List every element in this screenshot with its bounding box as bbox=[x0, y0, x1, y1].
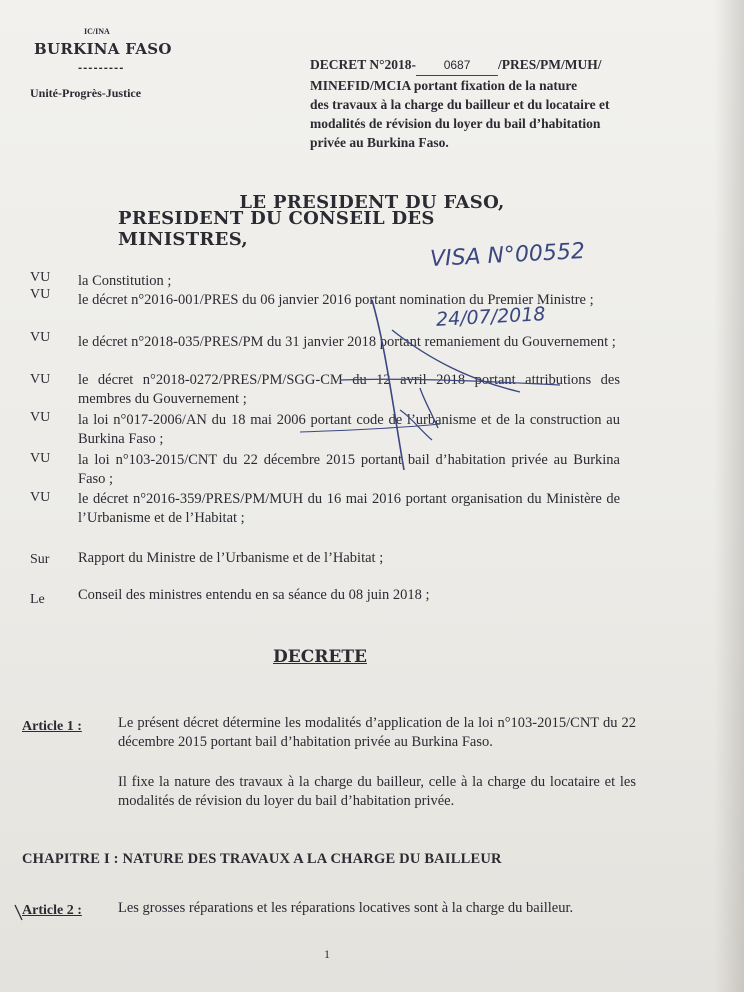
decree-title-line5: privée au Burkina Faso. bbox=[310, 135, 449, 150]
decree-title-line3: des travaux à la charge du bailleur et du locataire et bbox=[310, 97, 610, 112]
visa-text: la loi n°103-2015/CNT du 22 décembre 2015 portant bail d’habitation privée au Burkina Faso ; bbox=[78, 452, 620, 487]
header-separator: --------- bbox=[78, 63, 125, 74]
visa-key: VU bbox=[30, 490, 51, 505]
le-key: Le bbox=[30, 592, 45, 607]
handwritten-date: 24/07/2018 bbox=[435, 303, 547, 331]
president-heading-line1: LE PRESIDENT DU FASO, bbox=[239, 192, 505, 213]
page-number: 1 bbox=[324, 947, 330, 961]
visa-key: VU bbox=[30, 287, 51, 302]
visa-text: le décret n°2018-0272/PRES/PM/SGG-CM du 12 avril 2018 portant attributions des membres du Gouvernement ; bbox=[78, 372, 620, 407]
sur-text: Rapport du Ministre de l’Urbanisme et de l’Habitat ; bbox=[78, 550, 384, 566]
ministry-abbreviation: IC/INA bbox=[84, 27, 110, 36]
president-heading-line2: PRESIDENT DU CONSEIL DES MINISTRES, bbox=[118, 208, 435, 250]
visa-key: VU bbox=[30, 451, 51, 466]
article1-para2: Il fixe la nature des travaux à la charge du bailleur, celle à la charge du locataire et les modalités de révision du loyer du bail d’habitation privée. bbox=[118, 774, 636, 809]
national-motto: Unité-Progrès-Justice bbox=[30, 86, 142, 100]
sur-key: Sur bbox=[30, 552, 50, 567]
visa-text: le décret n°2016-001/PRES du 06 janvier 2016 portant nomination du Premier Ministre ; bbox=[78, 292, 594, 308]
decree-title-line2: MINEFID/MCIA portant fixation de la nature bbox=[310, 78, 578, 93]
le-text: Conseil des ministres entendu en sa séance du 08 juin 2018 ; bbox=[78, 587, 430, 603]
country-name: BURKINA FASO bbox=[34, 40, 172, 58]
article2-key: Article 2 : bbox=[22, 903, 82, 918]
visa-text: le décret n°2018-035/PRES/PM du 31 janvier 2018 portant remaniement du Gouvernement ; bbox=[78, 334, 616, 350]
visa-key: VU bbox=[30, 410, 51, 425]
article1-para1: Le présent décret détermine les modalités d’application de la loi n°103-2015/CNT du 22 décembre 2015 portant bail d’habitation privée au Burkina Faso. bbox=[118, 715, 636, 750]
decree-prefix: DECRET N°2018- bbox=[310, 57, 417, 72]
chapter1-heading: CHAPITRE I : NATURE DES TRAVAUX A LA CHARGE DU BAILLEUR bbox=[22, 851, 502, 867]
visa-key: VU bbox=[30, 330, 51, 345]
decrete-heading: DECRETE bbox=[273, 647, 367, 667]
decree-suffix: /PRES/PM/MUH/ bbox=[498, 57, 602, 72]
visa-key: VU bbox=[30, 270, 51, 285]
visa-key: VU bbox=[30, 372, 51, 387]
visa-text: le décret n°2016-359/PRES/PM/MUH du 16 mai 2016 portant organisation du Ministère de l’Urbanisme et de l’Habitat ; bbox=[78, 491, 620, 526]
decree-number: 0687 bbox=[416, 56, 498, 76]
decree-title-line4: modalités de révision du loyer du bail d’habitation bbox=[310, 116, 601, 131]
article1-key: Article 1 : bbox=[22, 719, 82, 734]
article2-text: Les grosses réparations et les réparations locatives sont à la charge du bailleur. bbox=[118, 900, 574, 916]
visa-text: la Constitution ; bbox=[78, 273, 172, 289]
visa-text: la loi n°017-2006/AN du 18 mai 2006 portant code de l’urbanisme et de la construction au Burkina Faso ; bbox=[78, 412, 620, 447]
handwritten-visa: VISA N°00552 bbox=[429, 238, 586, 273]
